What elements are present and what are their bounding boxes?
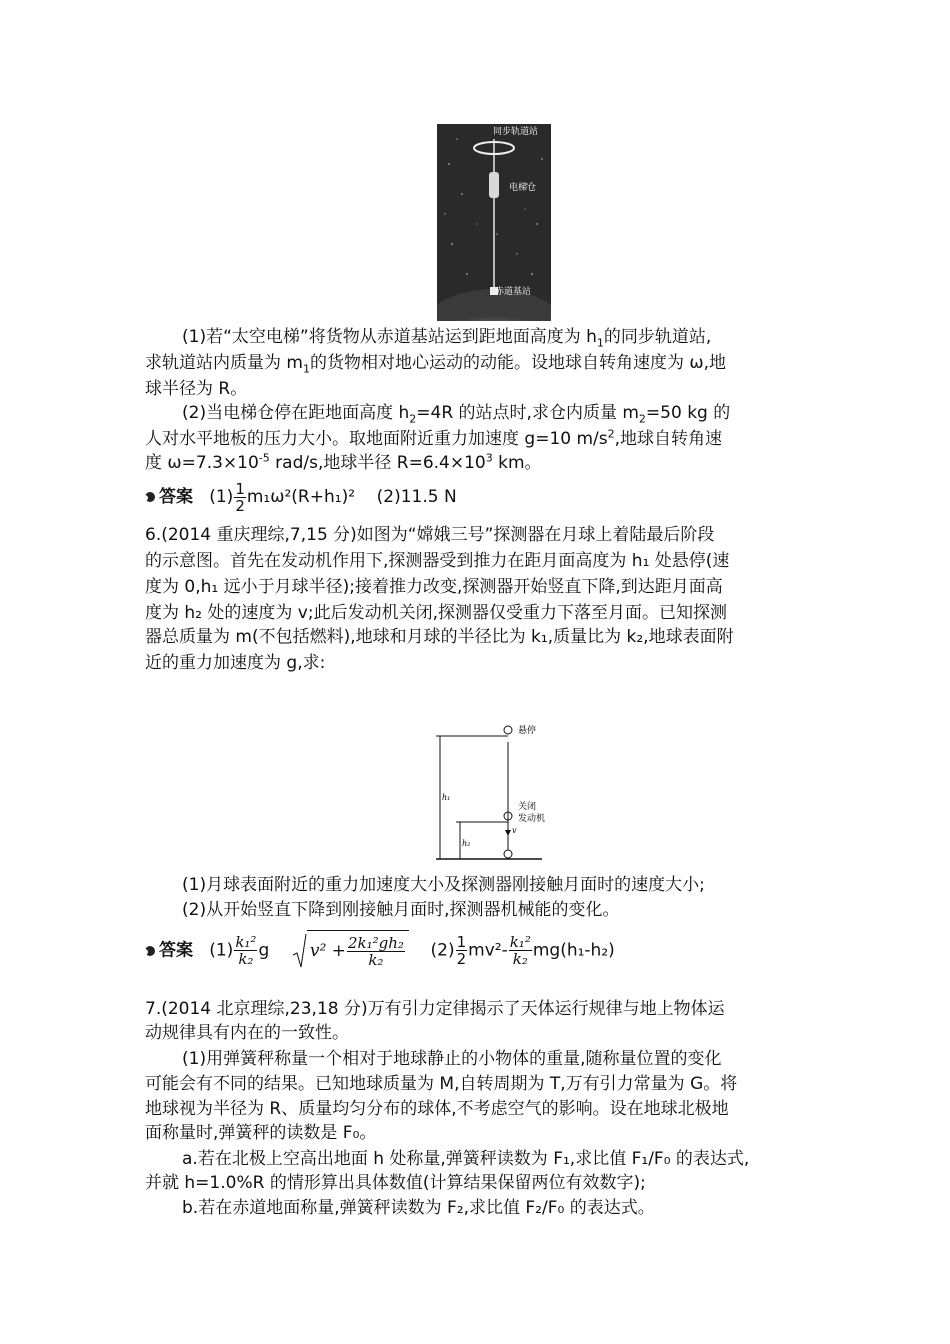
fraction: $\frac{\text{2k₁²gh₂}}{\text{k₂}}$ bbox=[347, 933, 404, 969]
label-engine-off-1: 关闭 bbox=[518, 802, 537, 812]
answer-icon bbox=[145, 492, 155, 502]
label-equator-base: 赤道基站 bbox=[495, 287, 532, 297]
q5-part2-line1: (2)当电梯仓停在距地面高度 $h_2=4R$ 的站点时,求仓内质量 $m_2=50$ kg 的 bbox=[182, 403, 731, 426]
q5-answer: 答案 (1) $\frac{1}{2}$ m₁ω²(R+h₁)² (2)11.5 N bbox=[145, 480, 457, 514]
fraction: $\frac{\text{k₁²}}{\text{k₂}}$ bbox=[235, 933, 257, 968]
label-hover: 悬停 bbox=[518, 726, 537, 736]
q7-line5: 地球视为半径为 R、质量均匀分布的球体,不考虑空气的影响。设在地球北极地 bbox=[145, 1099, 729, 1119]
probe-landed-icon bbox=[504, 850, 512, 858]
elevator-capsule bbox=[489, 172, 499, 198]
answer-icon bbox=[145, 946, 155, 956]
q5-part2-line2: 人对水平地板的压力大小。取地面附近重力加速度 g=10 $m/s^2$,地球自转角速 bbox=[145, 427, 723, 449]
space-elevator-figure bbox=[437, 124, 551, 321]
label-h2: h₂ bbox=[462, 839, 471, 848]
q5-part1-line2: 求轨道站内质量为 $m_1$的货物相对地心运动的动能。设地球自转角速度为 ω,地 bbox=[145, 353, 727, 376]
q7-line6: 面称量时,弹簧秤的读数是 F₀。 bbox=[145, 1123, 377, 1143]
velocity-arrow-icon bbox=[505, 830, 511, 836]
landing-diagram bbox=[430, 718, 560, 863]
label-h1: h₁ bbox=[442, 793, 451, 802]
fraction: $\frac{1}{2}$ bbox=[456, 933, 467, 968]
sqrt-symbol-icon bbox=[291, 931, 307, 971]
q6-answer: 答案 (1) $\frac{\text{k₁²}}{\text{k₂}}$ g v² + $\frac{\text{2k₁²gh₂}}{\text{k₂}}$ (2) $\frac{1}{2}$ mv²- $\frac{\text{k₁²}}{\text{k₂}}$ mg(h₁-h₂) bbox=[145, 930, 615, 971]
q7-line2: 动规律具有内在的一致性。 bbox=[145, 1023, 349, 1043]
q5-part1-line3: 球半径为 R。 bbox=[145, 379, 248, 399]
answer-label: 答案 bbox=[159, 940, 193, 961]
q6-line3: 度为 0,h₁ 远小于月球半径);接着推力改变,探测器开始竖直下降,到达距月面高 bbox=[145, 577, 723, 597]
q6-line6: 近的重力加速度为 g,求: bbox=[145, 653, 326, 673]
q7-line3: (1)用弹簧秤称量一个相对于地球静止的小物体的重量,随称量位置的变化 bbox=[182, 1049, 722, 1069]
q7-line7: a.若在北极上空高出地面 h 处称量,弹簧秤读数为 F₁,求比值 F₁/F₀ 的表达式, bbox=[182, 1149, 750, 1169]
label-sync-station: 同步轨道站 bbox=[493, 127, 539, 137]
label-elevator-cabin: 电梯仓 bbox=[509, 183, 537, 193]
q6-sub1: (1)月球表面附近的重力加速度大小及探测器刚接触月面时的速度大小; bbox=[182, 875, 705, 895]
q7-line1: 7.(2014 北京理综,23,18 分)万有引力定律揭示了天体运行规律与地上物体运 bbox=[145, 999, 725, 1019]
probe-hover-icon bbox=[504, 726, 512, 734]
q7-line9: b.若在赤道地面称量,弹簧秤读数为 F₂,求比值 F₂/F₀ 的表达式。 bbox=[182, 1198, 655, 1218]
label-engine-off-2: 发动机 bbox=[518, 814, 546, 824]
q6-line5: 器总质量为 m(不包括燃料),地球和月球的半径比为 k₁,质量比为 k₂,地球表面附 bbox=[145, 627, 734, 647]
q7-line8: 并就 h=1.0%R 的情形算出具体数值(计算结果保留两位有效数字); bbox=[145, 1173, 646, 1193]
q6-line4: 度为 h₂ 处的速度为 v;此后发动机关闭,探测器仅受重力下落至月面。已知探测 bbox=[145, 603, 727, 623]
q7-line4: 可能会有不同的结果。已知地球质量为 M,自转周期为 T,万有引力常量为 G。将 bbox=[145, 1074, 738, 1094]
sqrt-expression: v² + $\frac{\text{2k₁²gh₂}}{\text{k₂}}$ bbox=[291, 930, 409, 971]
q5-part1-line1: (1)若“太空电梯”将货物从赤道基站运到距地面高度为 $h_1$的同步轨道站, bbox=[182, 327, 712, 350]
q6-line2: 的示意图。首先在发动机作用下,探测器受到推力在距月面高度为 h₁ 处悬停(速 bbox=[145, 551, 730, 571]
answer-label: 答案 bbox=[159, 487, 193, 507]
q6-line1: 6.(2014 重庆理综,7,15 分)如图为“嫦娥三号”探测器在月球上着陆最后阶段 bbox=[145, 525, 715, 545]
q5-part2-line3: 度 $\omega=7.3\times 10^{-5}$ rad/s,地球半径 $R=6.4\times 10^3$ km。 bbox=[145, 451, 542, 473]
fraction: $\frac{1}{2}$ bbox=[235, 479, 245, 515]
label-v: v bbox=[512, 826, 517, 835]
fraction: $\frac{\text{k₁²}}{\text{k₂}}$ bbox=[509, 933, 531, 968]
q6-sub2: (2)从开始竖直下降到刚接触月面时,探测器机械能的变化。 bbox=[182, 900, 620, 920]
